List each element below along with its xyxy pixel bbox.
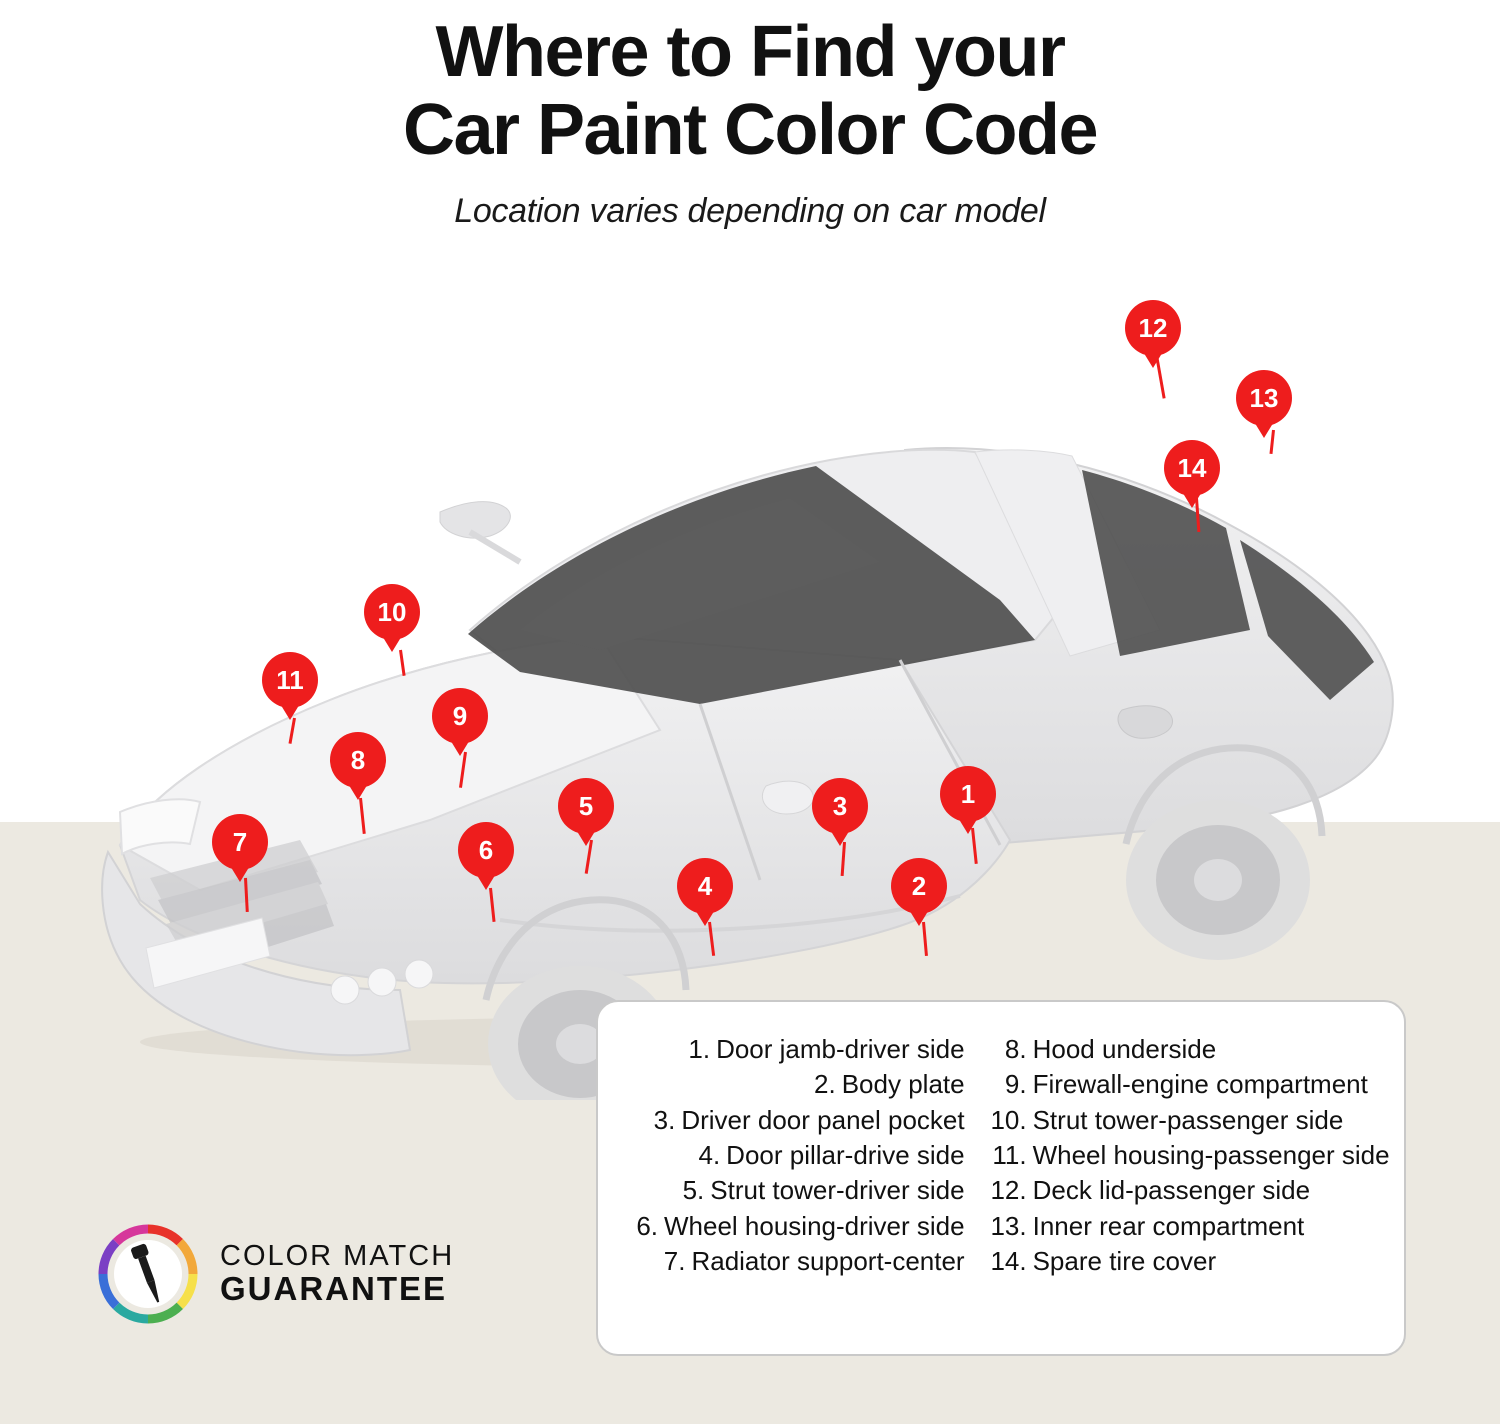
legend-item [987,1067,1390,1101]
legend-item-number: 9. [1004,1069,1027,1100]
pin-marker-3[interactable] [812,778,868,834]
legend-item [987,1209,1390,1243]
pin-label-7: 7 [232,826,248,857]
legend-item-label: Strut tower-passenger side [1032,1104,1344,1135]
legend-item-label: Wheel housing-driver side [664,1210,965,1241]
legend-item [632,1173,965,1207]
legend-column-right [987,1032,1390,1354]
page-title-line-1: Where to Find your [435,12,1065,92]
legend-item-number: 7. [663,1245,686,1276]
brand-badge [96,1222,454,1326]
legend-item [632,1209,965,1243]
page-subtitle: Location varies depending on car model [454,191,1046,230]
pin-label-5: 5 [578,790,594,821]
legend-item-label: Door pillar-drive side [726,1139,965,1170]
legend-item-label: Strut tower-driver side [710,1175,965,1206]
pin-label-8: 8 [350,744,366,775]
page-title-line-2: Car Paint Color Code [402,89,1098,170]
legend-item-label: Spare tire cover [1032,1245,1217,1276]
brand-text [220,1242,454,1305]
legend-item-number: 6. [636,1210,658,1241]
pin-marker-11[interactable] [262,652,318,708]
legend-item-number: 5. [682,1175,705,1206]
pin-marker-7[interactable] [212,814,268,870]
pin-marker-14[interactable] [1164,440,1220,496]
pin-label-14: 14 [1177,452,1207,483]
legend-item-number: 2. [814,1069,836,1100]
legend-item [632,1138,965,1172]
pin-label-3: 3 [832,790,848,821]
legend-item-number: 13. [990,1210,1027,1241]
legend-item-number: 3. [653,1104,676,1135]
page-title [190,14,1310,170]
car-front-door-handle [762,781,813,814]
pin-marker-2[interactable] [891,858,947,914]
legend-item [632,1067,965,1101]
pin-marker-13[interactable] [1236,370,1292,426]
legend-item [632,1244,965,1278]
legend-item-label: Door jamb-driver side [716,1034,965,1064]
pin-marker-5[interactable] [558,778,614,834]
legend-item [987,1032,1390,1066]
legend-item-number: 10. [990,1104,1027,1135]
pin-marker-8[interactable] [330,732,386,788]
pin-marker-1[interactable] [940,766,996,822]
pin-label-1: 1 [960,778,976,809]
legend-item-label: Wheel housing-passenger side [1032,1139,1390,1170]
car-mirror-arm [470,532,520,562]
legend-item-label: Inner rear compartment [1032,1210,1305,1241]
legend-item [632,1103,965,1137]
pin-label-11: 11 [276,664,304,695]
brand-line-2: GUARANTEE [220,1269,448,1307]
legend-item-number: 11. [992,1139,1027,1170]
legend-item [987,1173,1390,1207]
pin-label-10: 10 [377,596,407,627]
legend-item [987,1244,1390,1278]
legend-item-label: Radiator support-center [691,1245,965,1276]
legend-item-label: Driver door panel pocket [681,1104,965,1135]
legend-item-number: 12. [990,1175,1027,1206]
pin-marker-12[interactable] [1125,300,1181,356]
legend-item-label: Deck lid-passenger side [1032,1175,1311,1206]
legend-item [987,1138,1390,1172]
pin-marker-4[interactable] [677,858,733,914]
legend-item-number: 8. [1004,1034,1027,1064]
legend-column-left [632,1032,965,1354]
pin-label-13: 13 [1249,382,1279,413]
legend-item-number: 14. [990,1245,1027,1276]
pin-label-2: 2 [911,870,927,901]
legend-item-number: 1. [688,1034,711,1064]
car-rear-wheel [1126,800,1310,960]
brand-line-1: COLOR MATCH [220,1240,455,1273]
pin-label-9: 9 [452,700,468,731]
car-rear-door-handle [1118,706,1173,738]
pin-marker-9[interactable] [432,688,488,744]
legend-item-label: Firewall-engine compartment [1032,1069,1368,1100]
pin-label-12: 12 [1138,312,1168,343]
pin-label-6: 6 [478,834,494,865]
legend-item-number: 4. [698,1139,721,1170]
eyedropper-icon [96,1222,200,1326]
legend-panel [596,1000,1406,1356]
legend-item-label: Body plate [841,1069,965,1100]
legend-item [987,1103,1390,1137]
legend-item-label: Hood underside [1032,1034,1217,1064]
legend-item [632,1032,965,1066]
pin-marker-6[interactable] [458,822,514,878]
pin-label-4: 4 [697,870,713,901]
pin-marker-10[interactable] [364,584,420,640]
page-header [0,0,1500,231]
